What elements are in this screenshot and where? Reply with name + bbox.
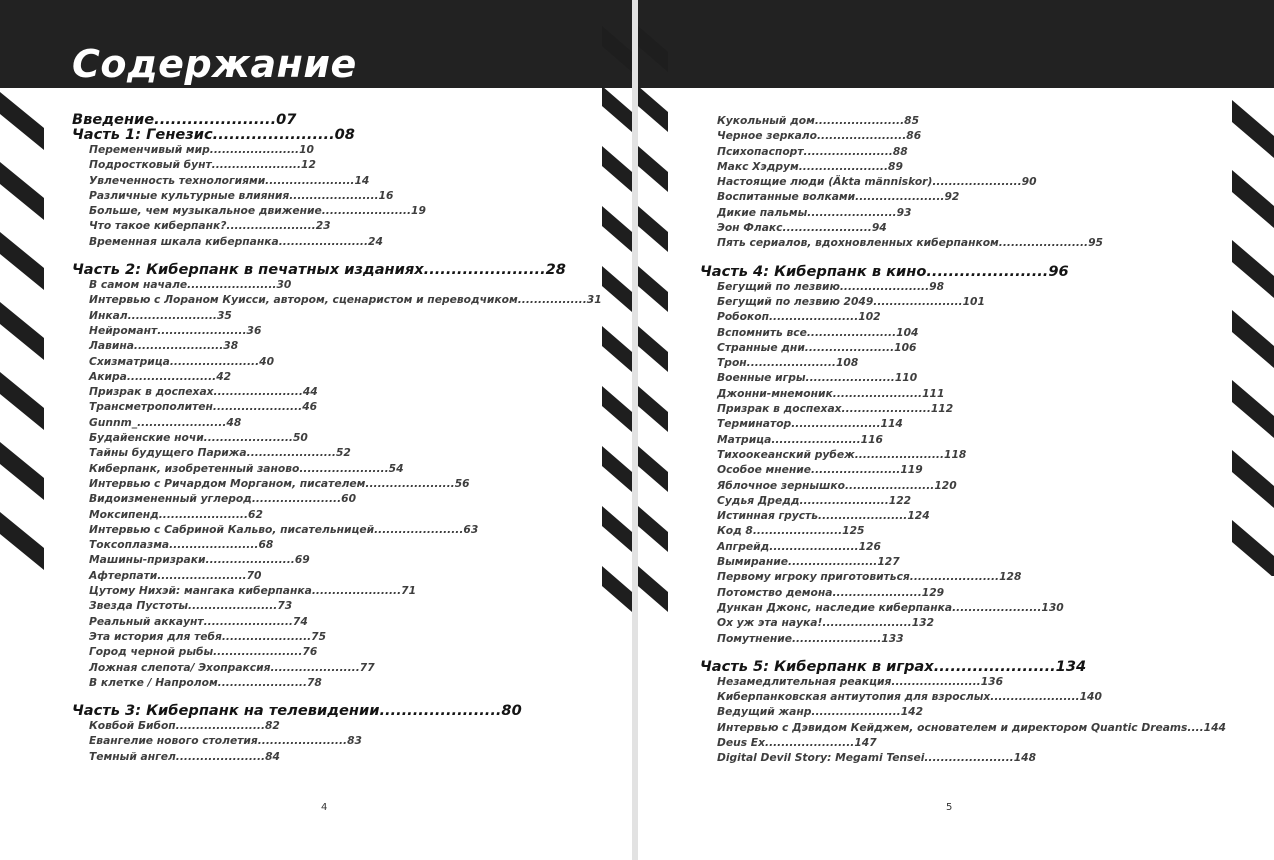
toc-entry: Deus Ex......................147 — [717, 735, 877, 749]
toc-entry: Вымирание......................127 — [717, 555, 900, 569]
toc-entry: Трон......................108 — [717, 356, 859, 370]
spine-stripes-right — [638, 20, 668, 660]
toc-entry: Пять сериалов, вдохновленных киберпанком......................95 — [717, 236, 1103, 250]
toc-entry: Код 8......................125 — [717, 524, 865, 538]
toc-section-heading: Введение......................07 — [72, 111, 297, 128]
right-edge-stripes — [1232, 96, 1274, 576]
toc-entry: Акира......................42 — [89, 369, 232, 383]
toc-entry: Странные дни......................106 — [717, 340, 917, 354]
toc-entry: Трансметрополитен......................46 — [89, 400, 318, 414]
page-title: Содержание — [72, 42, 357, 86]
toc-entry: Видоизмененный углерод......................60 — [89, 492, 357, 506]
toc-entry: Военные игры......................110 — [717, 371, 918, 385]
toc-entry: Первому игроку приготовиться......................128 — [717, 570, 1022, 584]
toc-entry: Токсоплазма......................68 — [89, 538, 274, 552]
page-number-right: 5 — [946, 802, 953, 813]
toc-entry: Киберпанк, изобретенный заново......................54 — [89, 461, 404, 475]
toc-entry: Ложная слепота/ Эхопраксия......................77 — [89, 660, 375, 674]
toc-entry: Джонни-мнемоник......................111 — [717, 386, 945, 400]
toc-entry: Интервью с Лораном Куисси, автором, сценаристом и переводчиком.................31 — [89, 293, 602, 307]
toc-entry: Истинная грусть......................124 — [717, 509, 930, 523]
toc-entry: Дункан Джонс, наследие киберпанка......................130 — [717, 600, 1064, 614]
toc-entry: Тайны будущего Парижа......................52 — [89, 446, 351, 460]
toc-entry: Подростковый бунт......................12 — [89, 158, 316, 172]
toc-entry: Интервью с Сабриной Кальво, писательницей......................63 — [89, 522, 479, 536]
right-table-of-contents — [700, 113, 1226, 766]
toc-entry: Призрак в доспехах......................112 — [717, 402, 954, 416]
toc-entry: Временная шкала киберпанка......................24 — [89, 234, 383, 248]
toc-entry: Незамедлительная реакция......................136 — [717, 674, 1004, 688]
toc-entry: Макс Хэдрум......................89 — [717, 159, 903, 173]
toc-entry: Потомство демона......................129 — [717, 585, 945, 599]
header-band — [638, 0, 1274, 88]
toc-entry: Киберпанковская антиутопия для взрослых......................140 — [717, 690, 1102, 704]
toc-entry: Звезда Пустоты......................73 — [89, 599, 293, 613]
page-number-left: 4 — [321, 802, 328, 813]
toc-entry: Схизматрица......................40 — [89, 354, 275, 368]
toc-entry: Призрак в доспехах......................44 — [89, 385, 318, 399]
toc-entry: Бегущий по лезвию 2049......................101 — [717, 294, 985, 308]
toc-section-heading: Часть 4: Киберпанк в кино......................96 — [700, 262, 1069, 280]
left-edge-stripes — [0, 88, 48, 598]
toc-entry: Особое мнение......................119 — [717, 463, 923, 477]
toc-section-heading: Часть 1: Генезис......................08 — [72, 126, 355, 143]
toc-entry: Город черной рыбы......................76 — [89, 645, 318, 659]
toc-entry: Моксипенд......................62 — [89, 507, 263, 521]
toc-entry: Настоящие люди (Äkta människor)......................90 — [717, 175, 1037, 189]
toc-entry: Апгрейд......................126 — [717, 539, 881, 553]
toc-entry: Судья Дредд......................122 — [717, 493, 912, 507]
toc-entry: Черное зеркало......................86 — [717, 129, 922, 143]
toc-entry: Лавина......................38 — [89, 339, 239, 353]
toc-entry: Интервью с Дэвидом Кейджем, основателем и директором Quantic Dreams....144 — [717, 720, 1226, 734]
toc-entry: Ковбой Бибоп......................82 — [89, 719, 280, 733]
toc-entry: Дикие пальмы......................93 — [717, 205, 912, 219]
toc-section-heading: Часть 2: Киберпанк в печатных изданиях......................28 — [72, 261, 566, 279]
toc-section-heading: Часть 3: Киберпанк на телевидении......................80 — [72, 702, 522, 720]
toc-entry: Терминатор......................114 — [717, 417, 903, 431]
toc-entry: Интервью с Ричардом Морганом, писателем......................56 — [89, 476, 470, 490]
left-page — [0, 0, 632, 860]
spine-stripes-left — [602, 20, 632, 660]
toc-entry: Ведущий жанр......................142 — [717, 705, 924, 719]
toc-entry: Что такое киберпанк?......................23 — [89, 219, 331, 233]
left-table-of-contents — [72, 112, 602, 764]
toc-entry: Темный ангел......................84 — [89, 749, 280, 763]
toc-entry: Тихоокеанский рубеж......................118 — [717, 447, 967, 461]
toc-entry: Воспитанные волками......................92 — [717, 190, 960, 204]
toc-entry: Различные культурные влияния......................16 — [89, 188, 394, 202]
toc-entry: Эон Флакс......................94 — [717, 221, 887, 235]
toc-entry: Ох уж эта наука!......................132 — [717, 616, 935, 630]
toc-entry: Яблочное зернышко......................120 — [717, 478, 957, 492]
toc-entry: Цутому Нихэй: мангака киберпанка......................71 — [89, 584, 417, 598]
toc-entry: В самом начале......................30 — [89, 278, 292, 292]
toc-entry: Кукольный дом......................85 — [717, 114, 920, 127]
toc-entry: В клетке / Напролом......................78 — [89, 675, 322, 689]
toc-entry: Больше, чем музыкальное движение......................19 — [89, 204, 426, 218]
toc-section-heading: Часть 5: Киберпанк в играх......................134 — [700, 657, 1087, 675]
toc-entry: Реальный аккаунт......................74 — [89, 614, 308, 628]
toc-entry: Евангелие нового столетия......................83 — [89, 734, 362, 748]
toc-entry: Машины-призраки......................69 — [89, 553, 310, 567]
toc-entry: Нейромант......................36 — [89, 323, 262, 337]
toc-entry: Бегущий по лезвию......................98 — [717, 279, 945, 293]
toc-entry: Эта история для тебя......................75 — [89, 629, 327, 643]
toc-entry: Афтерпати......................70 — [89, 568, 262, 582]
toc-entry: Робокоп......................102 — [717, 310, 881, 324]
toc-entry: Переменчивый мир......................10 — [89, 143, 314, 156]
toc-entry: Матрица......................116 — [717, 432, 883, 446]
toc-entry: Помутнение......................133 — [717, 631, 904, 645]
right-page — [638, 0, 1274, 860]
toc-entry: Digital Devil Story: Megami Tensei......................148 — [717, 751, 1037, 765]
toc-entry: Инкал......................35 — [89, 308, 232, 322]
toc-entry: Увлеченность технологиями......................14 — [89, 173, 370, 187]
toc-entry: Gunnm_......................48 — [89, 415, 242, 429]
toc-entry: Психопаспорт......................88 — [717, 144, 908, 158]
toc-entry: Будайенские ночи......................50 — [89, 431, 308, 445]
toc-entry: Вспомнить все......................104 — [717, 325, 919, 339]
